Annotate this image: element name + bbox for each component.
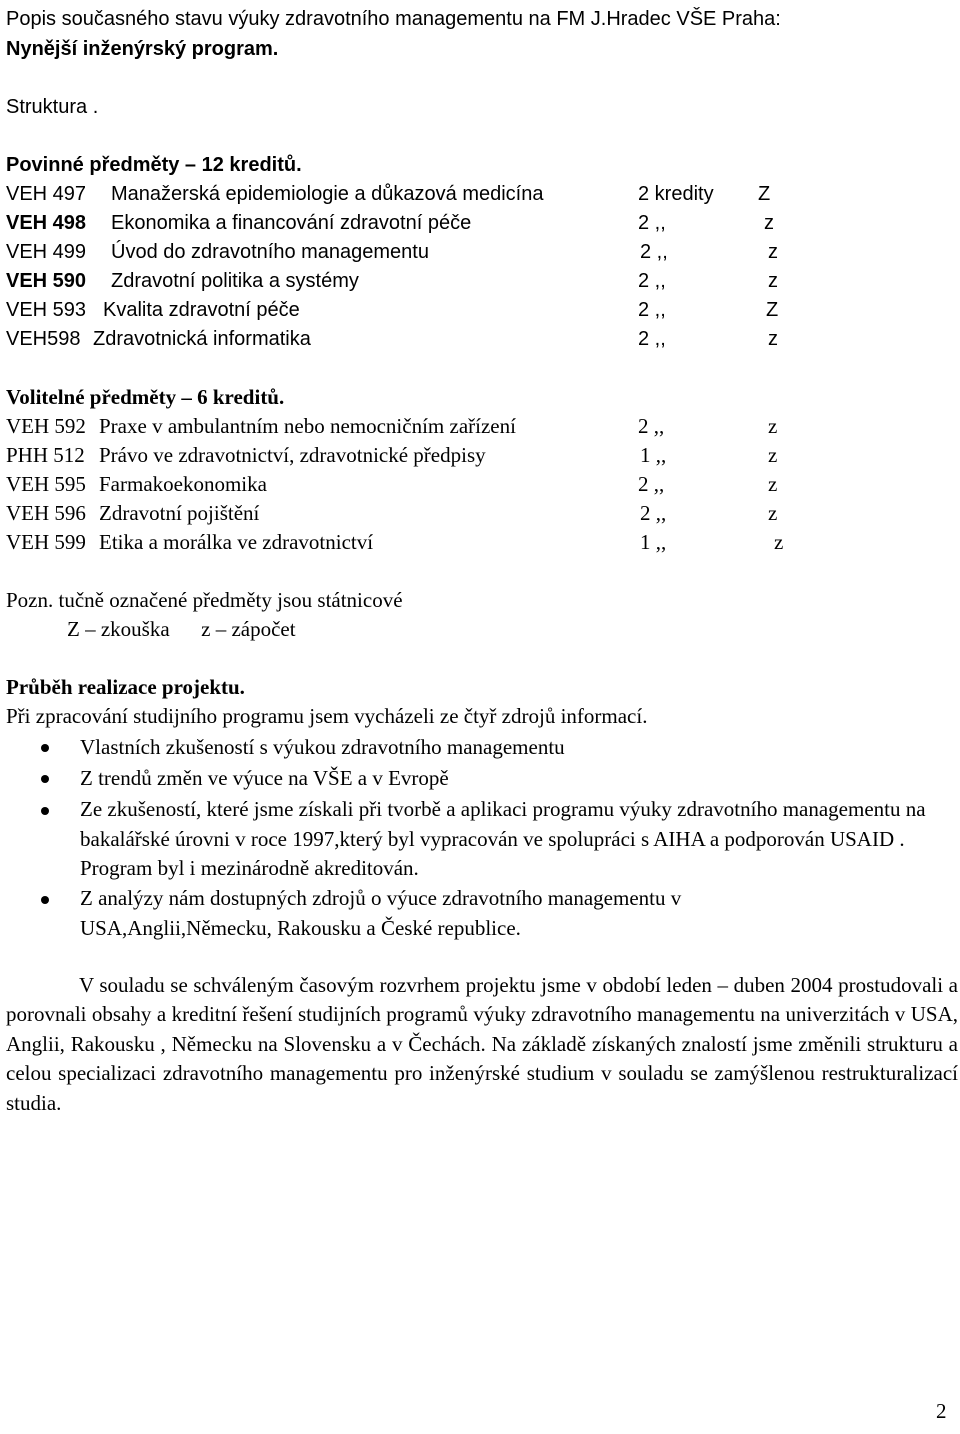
course-type: z xyxy=(764,212,774,234)
course-type: z xyxy=(768,241,778,263)
course-name: Manažerská epidemiologie a důkazová medicína xyxy=(111,183,544,205)
course-name: Kvalita zdravotní péče xyxy=(103,299,300,321)
course-code: VEH 593 xyxy=(6,299,87,321)
course-type: z xyxy=(774,530,784,554)
legend-line: Z – zkouška z – zápočet xyxy=(67,617,296,641)
course-type: z xyxy=(768,443,778,467)
course-code: VEH 595 xyxy=(6,472,86,496)
course-credits: 2 ,, xyxy=(638,299,666,321)
course-name: Praxe v ambulantním nebo nemocničním zařízení xyxy=(99,414,516,438)
course-credits: 2 kredity xyxy=(638,183,714,205)
note-line: Pozn. tučně označené předměty jsou státnicové xyxy=(6,588,403,612)
course-type: z xyxy=(768,270,778,292)
course-name: Zdravotní pojištění xyxy=(99,501,260,525)
document-subtitle: Nynější inženýrský program. xyxy=(6,38,279,60)
course-code: VEH598 xyxy=(6,328,81,350)
document-title: Popis současného stavu výuky zdravotního managementu na FM J.Hradec VŠE Praha: xyxy=(6,8,781,30)
course-code: VEH 599 xyxy=(6,530,86,554)
course-credits: 2 ,, xyxy=(640,501,667,525)
course-type: Z xyxy=(766,299,779,321)
bullet-icon xyxy=(41,896,49,904)
page-number: 2 xyxy=(936,1399,947,1423)
list-item: Ze zkušeností, které jsme získali při tvorbě a aplikaci programu výuky zdravotního managementu na bakalářské úrovni v roce 1997,který byl vypracován ve spolupráci s AIHA a podporován USAID . Program byl i mezinárodně akreditován. xyxy=(80,797,926,880)
course-code: VEH 596 xyxy=(6,501,86,525)
course-type: Z xyxy=(758,183,771,205)
course-name: Ekonomika a financování zdravotní péče xyxy=(111,212,472,234)
course-type: z xyxy=(768,414,778,438)
list-item: Vlastních zkušeností s výukou zdravotního managementu xyxy=(80,735,565,759)
list-item: Z trendů změn ve výuce na VŠE a v Evropě xyxy=(80,766,449,790)
course-code: VEH 498 xyxy=(6,212,87,234)
course-credits: 2 ,, xyxy=(638,328,666,350)
summary-paragraph-text: V souladu se schváleným časovým rozvrhem projektu jsme v období leden – duben 2004 prostudovali a porovnali obsahy a kreditní řešení studijních programů výuky zdravotního managementu na univerzitách v USA, Anglii, Rakousku , Německu na Slovensku a v Čechách. Na základě získaných znalostí jsme změnili strukturu a celou specializaci zdravotního managementu pro inženýrské studium v souladu se zamýšlenou restrukturalizací studia. xyxy=(6,973,958,1115)
course-credits: 2 ,, xyxy=(638,414,665,438)
list-item: Z analýzy nám dostupných zdrojů o výuce zdravotního managementu v USA,Anglii,Německu, Rakousku a České republice. xyxy=(80,886,682,940)
course-credits: 2 ,, xyxy=(638,270,666,292)
elective-heading: Volitelné předměty – 6 kreditů. xyxy=(6,385,285,409)
course-name: Etika a morálka ve zdravotnictví xyxy=(99,530,374,554)
course-code: VEH 592 xyxy=(6,414,86,438)
summary-paragraph xyxy=(6,971,958,1118)
bullet-icon xyxy=(41,744,49,752)
progress-intro: Při zpracování studijního programu jsem vycházeli ze čtyř zdrojů informací. xyxy=(6,704,648,728)
course-code: VEH 590 xyxy=(6,270,87,292)
course-credits: 1 ,, xyxy=(640,443,667,467)
course-credits: 2 ,, xyxy=(638,472,665,496)
course-type: z xyxy=(768,472,778,496)
course-type: z xyxy=(768,501,778,525)
bullet-icon xyxy=(41,775,49,783)
course-type: z xyxy=(768,328,778,350)
structure-label: Struktura . xyxy=(6,96,99,118)
course-code: VEH 499 xyxy=(6,241,87,263)
course-credits: 2 ,, xyxy=(640,241,668,263)
progress-heading: Průběh realizace projektu. xyxy=(6,675,245,699)
course-credits: 1 ,, xyxy=(640,530,667,554)
course-name: Úvod do zdravotního managementu xyxy=(111,241,429,263)
bullet-icon xyxy=(41,807,49,815)
course-code: VEH 497 xyxy=(6,183,87,205)
course-credits: 2 ,, xyxy=(638,212,666,234)
course-code: PHH 512 xyxy=(6,443,85,467)
course-name: Zdravotnická informatika xyxy=(93,328,311,350)
mandatory-heading: Povinné předměty – 12 kreditů. xyxy=(6,154,302,176)
course-name: Farmakoekonomika xyxy=(99,472,267,496)
course-name: Právo ve zdravotnictví, zdravotnické předpisy xyxy=(99,443,486,467)
course-name: Zdravotní politika a systémy xyxy=(111,270,359,292)
